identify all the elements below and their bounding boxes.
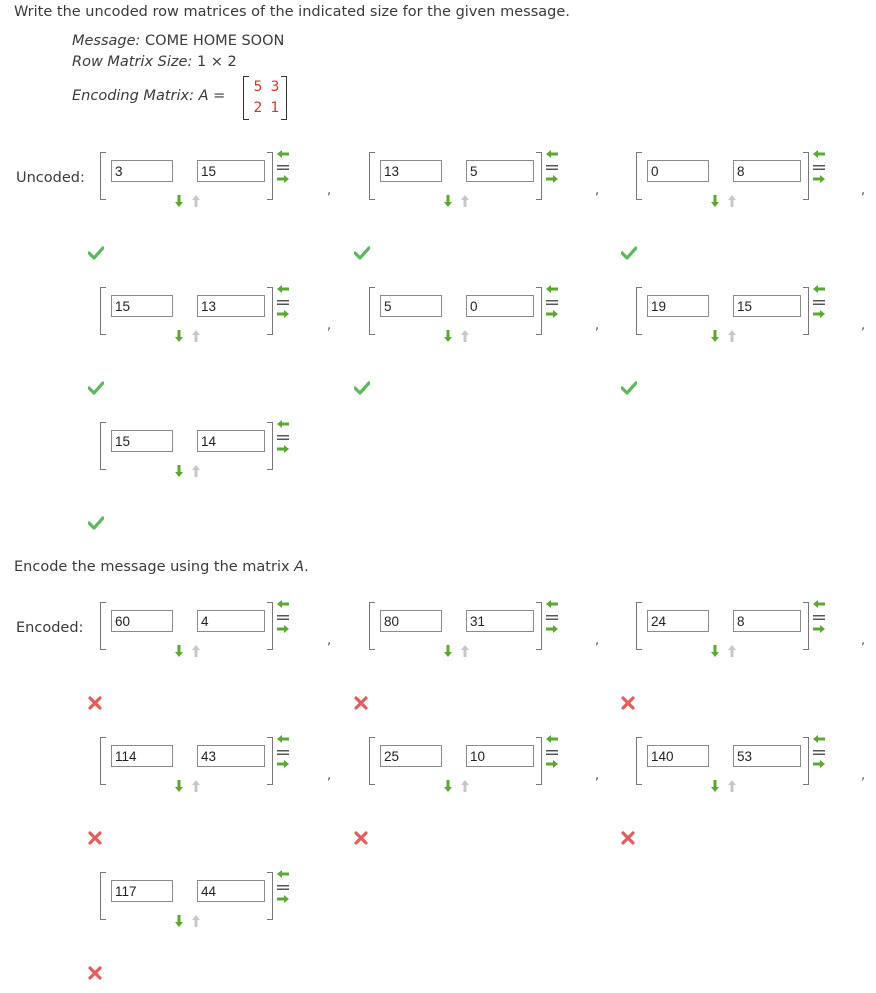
uncoded-entry-2[interactable] (466, 295, 534, 317)
right-bracket (267, 737, 273, 785)
row-resize-arrows-icon[interactable] (174, 463, 210, 477)
right-bracket (267, 287, 273, 335)
uncoded-entry-1[interactable] (647, 295, 709, 317)
uncoded-row-matrix (369, 155, 564, 199)
separator-comma: , (595, 768, 600, 783)
encoded-entry-1[interactable] (111, 880, 173, 902)
column-resize-arrows-icon[interactable] (545, 149, 559, 189)
separator-comma: , (595, 318, 600, 333)
uncoded-entry-2[interactable] (197, 430, 265, 452)
row-size-line (72, 54, 237, 70)
incorrect-x-icon (88, 965, 104, 979)
correct-check-icon (621, 380, 637, 394)
encoded-entry-1[interactable] (111, 610, 173, 632)
row-resize-arrows-icon[interactable] (443, 778, 479, 792)
left-bracket (100, 152, 106, 200)
incorrect-x-icon (354, 830, 370, 844)
incorrect-x-icon (88, 695, 104, 709)
separator-comma: , (861, 318, 866, 333)
column-resize-arrows-icon[interactable] (276, 869, 290, 909)
column-resize-arrows-icon[interactable] (276, 734, 290, 774)
separator-comma: , (861, 183, 866, 198)
left-bracket (100, 287, 106, 335)
message-value: COME HOME SOON (145, 33, 285, 49)
uncoded-row-matrix (636, 290, 831, 334)
encode-prompt-var: A (294, 559, 305, 575)
encoded-entry-1[interactable] (647, 745, 709, 767)
row-resize-arrows-icon[interactable] (710, 643, 746, 657)
encoded-entry-2[interactable] (197, 745, 265, 767)
left-bracket (636, 152, 642, 200)
encoded-entry-1[interactable] (111, 745, 173, 767)
encoded-entry-2[interactable] (197, 880, 265, 902)
uncoded-entry-1[interactable] (111, 160, 173, 182)
encoding-var: A (198, 88, 209, 104)
encoded-entry-2[interactable] (466, 610, 534, 632)
encoded-entry-2[interactable] (733, 610, 801, 632)
row-resize-arrows-icon[interactable] (443, 193, 479, 207)
row-resize-arrows-icon[interactable] (710, 193, 746, 207)
right-bracket (267, 152, 273, 200)
separator-comma: , (327, 633, 332, 648)
uncoded-row-matrix (636, 155, 831, 199)
row-resize-arrows-icon[interactable] (710, 328, 746, 342)
column-resize-arrows-icon[interactable] (545, 734, 559, 774)
right-bracket (536, 152, 542, 200)
matrix-cell-11: 5 (253, 79, 263, 95)
correct-check-icon (88, 380, 104, 394)
question-prompt: Write the uncoded row matrices of the indicated size for the given message. (14, 4, 570, 20)
encoding-matrix (243, 76, 287, 118)
row-resize-arrows-icon[interactable] (443, 643, 479, 657)
encoded-row-matrix (100, 740, 295, 784)
uncoded-entry-1[interactable] (380, 295, 442, 317)
separator-comma: , (327, 768, 332, 783)
encoding-eq: = (213, 88, 226, 104)
uncoded-entry-1[interactable] (111, 295, 173, 317)
encoded-entry-2[interactable] (197, 610, 265, 632)
encode-prompt (14, 559, 309, 575)
encoded-entry-1[interactable] (380, 745, 442, 767)
separator-comma: , (595, 183, 600, 198)
left-bracket (369, 602, 375, 650)
right-bracket (267, 872, 273, 920)
separator-comma: , (861, 633, 866, 648)
encoded-entry-1[interactable] (380, 610, 442, 632)
column-resize-arrows-icon[interactable] (812, 284, 826, 324)
left-bracket (100, 737, 106, 785)
correct-check-icon (88, 245, 104, 259)
encoding-label: Encoding Matrix: (72, 88, 194, 104)
uncoded-entry-2[interactable] (197, 295, 265, 317)
row-resize-arrows-icon[interactable] (710, 778, 746, 792)
encoded-row-matrix (369, 605, 564, 649)
row-resize-arrows-icon[interactable] (174, 328, 210, 342)
uncoded-row-matrix (369, 290, 564, 334)
right-bracket (267, 602, 273, 650)
left-bracket (636, 602, 642, 650)
row-resize-arrows-icon[interactable] (174, 643, 210, 657)
correct-check-icon (621, 245, 637, 259)
right-bracket (803, 287, 809, 335)
correct-check-icon (354, 380, 370, 394)
left-bracket (369, 737, 375, 785)
uncoded-entry-2[interactable] (733, 295, 801, 317)
column-resize-arrows-icon[interactable] (545, 599, 559, 639)
column-resize-arrows-icon[interactable] (276, 599, 290, 639)
left-bracket (100, 602, 106, 650)
separator-comma: , (327, 318, 332, 333)
uncoded-entry-2[interactable] (733, 160, 801, 182)
left-bracket (369, 152, 375, 200)
incorrect-x-icon (621, 695, 637, 709)
encoded-row-matrix (100, 875, 295, 919)
encoded-row-matrix (636, 740, 831, 784)
column-resize-arrows-icon[interactable] (545, 284, 559, 324)
correct-check-icon (88, 515, 104, 529)
left-bracket (369, 287, 375, 335)
uncoded-entry-1[interactable] (380, 160, 442, 182)
matrix-cell-22: 1 (270, 100, 280, 116)
row-resize-arrows-icon[interactable] (174, 193, 210, 207)
column-resize-arrows-icon[interactable] (276, 149, 290, 189)
right-bracket (267, 422, 273, 470)
uncoded-entry-1[interactable] (647, 160, 709, 182)
left-bracket (636, 287, 642, 335)
left-bracket (636, 737, 642, 785)
uncoded-row-matrix (100, 425, 295, 469)
column-resize-arrows-icon[interactable] (812, 734, 826, 774)
separator-comma: , (327, 183, 332, 198)
encoded-entry-2[interactable] (466, 745, 534, 767)
column-resize-arrows-icon[interactable] (276, 284, 290, 324)
row-resize-arrows-icon[interactable] (174, 913, 210, 927)
encoded-entry-2[interactable] (733, 745, 801, 767)
encoded-row-matrix (369, 740, 564, 784)
correct-check-icon (354, 245, 370, 259)
right-bracket (803, 737, 809, 785)
uncoded-row-matrix (100, 290, 295, 334)
encoded-row-matrix (100, 605, 295, 649)
matrix-cell-21: 2 (253, 100, 263, 116)
right-bracket (536, 737, 542, 785)
column-resize-arrows-icon[interactable] (812, 149, 826, 189)
column-resize-arrows-icon[interactable] (812, 599, 826, 639)
right-bracket (803, 602, 809, 650)
uncoded-row-matrix (100, 155, 295, 199)
encode-prompt-text: Encode the message using the matrix (14, 559, 290, 575)
right-bracket (536, 602, 542, 650)
encode-prompt-end: . (304, 559, 309, 575)
separator-comma: , (861, 768, 866, 783)
message-line (72, 33, 284, 49)
encoding-matrix-line (72, 88, 225, 104)
row-size-label: Row Matrix Size: (72, 54, 193, 70)
row-resize-arrows-icon[interactable] (443, 328, 479, 342)
right-bracket (803, 152, 809, 200)
right-bracket (536, 287, 542, 335)
left-bracket (100, 872, 106, 920)
incorrect-x-icon (354, 695, 370, 709)
matrix-left-bracket (243, 76, 249, 120)
separator-comma: , (595, 633, 600, 648)
left-bracket (100, 422, 106, 470)
column-resize-arrows-icon[interactable] (276, 419, 290, 459)
encoded-row-matrix (636, 605, 831, 649)
matrix-cell-12: 3 (270, 79, 280, 95)
encoded-entry-1[interactable] (647, 610, 709, 632)
uncoded-entry-2[interactable] (197, 160, 265, 182)
uncoded-entry-2[interactable] (466, 160, 534, 182)
incorrect-x-icon (88, 830, 104, 844)
row-resize-arrows-icon[interactable] (174, 778, 210, 792)
uncoded-label: Uncoded: (16, 170, 85, 186)
encoded-label: Encoded: (16, 620, 84, 636)
incorrect-x-icon (621, 830, 637, 844)
message-label: Message: (72, 33, 141, 49)
uncoded-entry-1[interactable] (111, 430, 173, 452)
row-size-value: 1 × 2 (196, 54, 237, 70)
